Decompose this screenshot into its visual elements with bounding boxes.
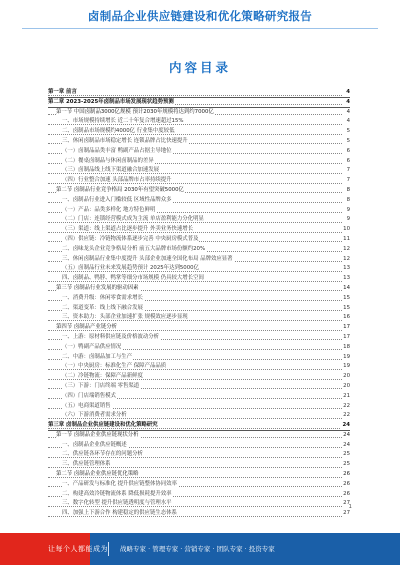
- toc-entry[interactable]: [48, 196, 350, 206]
- toc-entry-page: 6: [346, 147, 350, 157]
- toc-entry[interactable]: [48, 333, 350, 343]
- toc-entry-page: 5: [346, 127, 350, 137]
- toc-entry-text: （二）门店：连锁经营模式成为主流 单店盈利能力分化明显: [62, 216, 204, 223]
- toc-entry-text: 三、供应链管理体系: [62, 461, 111, 468]
- footer-banner: [0, 533, 400, 565]
- toc-entry-page: 10: [342, 225, 350, 235]
- toc-entry-page: 19: [342, 362, 350, 372]
- report-header: [0, 0, 400, 30]
- toc-entry[interactable]: [48, 499, 350, 509]
- toc-entry-text: （一）卤制品品类丰富 鸭副产品占据主导地位: [62, 147, 172, 154]
- toc-entry[interactable]: [48, 274, 350, 284]
- toc-entry[interactable]: [48, 470, 350, 480]
- toc-entry-text: （五）卤制品行业未来发展趋势预计 2025年达到5000亿: [62, 265, 199, 272]
- toc-entry-text: 第二章 2023-2025年卤制品市场发展现状趋势预测: [48, 98, 174, 105]
- toc-entry-page: 4: [345, 88, 350, 98]
- toc-entry-text: （三）卤制品线上线下渠道融合加速发展: [62, 167, 160, 174]
- toc-leader-dots: [48, 457, 342, 458]
- toc-entry-text: （三）渠道：线上渠道占比逐步提升 外卖业务快速增长: [62, 226, 194, 233]
- toc-entry-page: 27: [342, 499, 350, 509]
- toc-entry-text: 三、休闲卤制品市场稳定增长 连锁品牌占比快速提升: [62, 137, 188, 144]
- toc-entry[interactable]: [48, 509, 350, 519]
- table-of-contents: [48, 88, 350, 519]
- toc-leader-dots: [48, 95, 342, 96]
- toc-leader-dots: [48, 124, 342, 125]
- toc-entry-text: 二、中游：卤制品加工与生产: [62, 353, 133, 360]
- toc-entry[interactable]: [48, 137, 350, 147]
- toc-entry[interactable]: [48, 353, 350, 363]
- toc-entry-page: 17: [342, 323, 350, 333]
- footer-expert-list: 战略专家 · 管理专家 · 营销专家 · 团队专家 · 投资专家: [120, 545, 275, 553]
- toc-entry-page: 6: [346, 157, 350, 167]
- toc-entry-text: 第三节 卤制品行业发展的驱动因素: [56, 284, 139, 291]
- toc-entry-text: 三、数字化转型 提升供应链透明度与管理水平: [62, 500, 172, 507]
- report-title: 卤制品企业供应链建设和优化策略研究报告: [87, 9, 313, 23]
- toc-entry[interactable]: [48, 235, 350, 245]
- toc-entry-page: 26: [342, 480, 350, 490]
- toc-entry-text: 一、消费升级：休闲零食需求增长: [62, 294, 143, 301]
- toc-entry-text: 四、加强上下游合作 构建稳定的供应链生态体系: [62, 510, 177, 517]
- toc-entry-page: 16: [342, 313, 350, 323]
- toc-entry[interactable]: [48, 450, 350, 460]
- toc-entry-text: 二、供应链各环节存在的问题分析: [62, 451, 143, 458]
- toc-entry[interactable]: [48, 127, 350, 137]
- toc-entry-text: 一、上游：原材料供应链及价格波动分析: [62, 333, 160, 340]
- toc-entry-text: （五）电商渠道销售: [62, 402, 111, 409]
- toc-entry-text: 第一节 卤制品企业供应链现状分析: [56, 431, 139, 438]
- toc-entry-text: 一、卤制品行业进入门槛较低 区域性品牌众多: [62, 196, 172, 203]
- toc-entry-text: 第一节 中国卤制品3000亿规模 预计2030年规模将达到约7000亿: [56, 108, 214, 115]
- toc-entry[interactable]: [48, 421, 350, 431]
- toc-entry-page: 20: [342, 372, 350, 382]
- toc-entry-text: 三、资本助力：头部企业加速扩张 规模效应逐步显现: [62, 314, 188, 321]
- toc-entry-text: 三、休闲卤制品行业集中度提升 头部企业加速全国化布局 品牌效应显著: [62, 255, 233, 262]
- toc-entry-text: （六）下游消费者需求分析: [62, 412, 127, 419]
- toc-entry[interactable]: [48, 117, 350, 127]
- toc-entry[interactable]: [48, 480, 350, 490]
- toc-entry-text: （四）供应链：冷链物流体系逐步完善 中央厨房模式普及: [62, 235, 199, 242]
- toc-entry[interactable]: [48, 176, 350, 186]
- toc-entry-page: 18: [342, 343, 350, 353]
- toc-entry-page: 26: [342, 490, 350, 500]
- toc-entry-page: 13: [342, 274, 350, 284]
- toc-entry[interactable]: [48, 411, 350, 421]
- toc-entry[interactable]: [48, 323, 350, 333]
- toc-entry-page: 19: [342, 353, 350, 363]
- toc-entry[interactable]: [48, 362, 350, 372]
- toc-entry-page: 24: [342, 441, 350, 451]
- toc-entry-page: 13: [342, 264, 350, 274]
- toc-entry-text: 二、卤制品市场规模约4000亿 行业集中度较低: [62, 128, 175, 135]
- toc-entry-text: 二、构建高效冷链物流体系 降低损耗提升效率: [62, 490, 172, 497]
- toc-entry[interactable]: [48, 294, 350, 304]
- toc-entry-text: （一）中央厨房：标准化生产 保障产品品质: [62, 363, 167, 370]
- toc-entry-page: 14: [342, 284, 350, 294]
- toc-entry[interactable]: [48, 372, 350, 382]
- toc-entry[interactable]: [48, 382, 350, 392]
- footer-slogan: 让每个人都能成为: [48, 545, 108, 553]
- toc-entry-page: 20: [342, 382, 350, 392]
- toc-entry-page: 4: [346, 108, 350, 118]
- toc-entry-text: 第二节 卤制品企业供应链优化策略: [56, 471, 139, 478]
- toc-leader-dots: [48, 173, 342, 174]
- toc-entry[interactable]: [48, 88, 350, 98]
- toc-leader-dots: [48, 506, 342, 507]
- toc-entry-page: 5: [346, 137, 350, 147]
- toc-entry-page: 25: [342, 460, 350, 470]
- toc-entry[interactable]: [48, 304, 350, 314]
- toc-entry-page: 12: [342, 255, 350, 265]
- toc-entry[interactable]: [48, 186, 350, 196]
- toc-entry[interactable]: [48, 313, 350, 323]
- toc-entry-page: 9: [346, 206, 350, 216]
- toc-entry[interactable]: [48, 108, 350, 118]
- toc-entry-page: 21: [342, 392, 350, 402]
- toc-leader-dots: [48, 222, 342, 223]
- toc-entry[interactable]: [48, 402, 350, 412]
- toc-entry[interactable]: [48, 157, 350, 167]
- toc-entry-page: 24: [342, 431, 350, 441]
- toc-entry-page: 7: [346, 166, 350, 176]
- toc-entry-text: （四）门店端销售模式: [62, 392, 116, 399]
- toc-entry-page: 4: [346, 117, 350, 127]
- toc-entry-page: 11: [342, 235, 350, 245]
- footer-divider: [108, 542, 109, 556]
- toc-entry-text: 第二节 卤制品行业竞争格局 2030年有望突破5000亿: [56, 186, 184, 193]
- toc-entry-text: （四）行业整合加速 头部品牌市占率持续提升: [62, 177, 172, 184]
- toc-entry-page: 7: [346, 176, 350, 186]
- toc-entry-page: 8: [346, 186, 350, 196]
- toc-entry[interactable]: [48, 225, 350, 235]
- toc-entry[interactable]: [48, 255, 350, 265]
- toc-entry-page: 25: [342, 450, 350, 460]
- toc-entry-text: 一、产品研发与标准化 提升供应链整体协同效率: [62, 480, 177, 487]
- toc-entry[interactable]: [48, 98, 350, 108]
- toc-entry-text: 二、卤味龙头企业竞争格局分析 前五大品牌市场份额约20%: [62, 245, 206, 252]
- toc-entry-text: 二、渠道变革：线上线下融合发展: [62, 304, 143, 311]
- toc-entry[interactable]: [48, 431, 350, 441]
- toc-entry-page: 17: [342, 333, 350, 343]
- toc-entry-page: 4: [345, 98, 350, 108]
- toc-entry[interactable]: [48, 147, 350, 157]
- toc-entry-page: 27: [342, 509, 350, 519]
- toc-entry-page: 15: [342, 304, 350, 314]
- toc-entry[interactable]: [48, 166, 350, 176]
- toc-entry[interactable]: [48, 264, 350, 274]
- toc-entry-page: 26: [342, 470, 350, 480]
- toc-entry[interactable]: [48, 441, 350, 451]
- toc-entry-text: 四、卤制品、鸭脖、鸭掌等细分市场规模 仍具较大增长空间: [62, 275, 204, 282]
- toc-entry[interactable]: [48, 206, 350, 216]
- toc-entry-page: 24: [341, 421, 350, 431]
- toc-entry-page: 8: [346, 196, 350, 206]
- toc-entry[interactable]: [48, 284, 350, 294]
- toc-entry-page: 22: [342, 411, 350, 421]
- header-divider: [22, 28, 378, 29]
- toc-entry-page: 15: [342, 294, 350, 304]
- toc-entry[interactable]: [48, 245, 350, 255]
- toc-entry[interactable]: [48, 215, 350, 225]
- page-number: 1: [348, 504, 352, 510]
- toc-entry[interactable]: [48, 460, 350, 470]
- toc-entry-text: （三）下游：门店终端 零售渠道: [62, 382, 140, 389]
- toc-entry-page: 9: [346, 215, 350, 225]
- toc-entry[interactable]: [48, 490, 350, 500]
- toc-entry-text: （一）鸭副产品供应情况: [62, 343, 122, 350]
- toc-heading: 内容目录: [168, 60, 231, 75]
- toc-entry-text: 第四节 卤制品产业链分析: [56, 324, 118, 331]
- toc-entry[interactable]: [48, 343, 350, 353]
- toc-entry-page: 22: [342, 402, 350, 412]
- toc-entry-text: （一）产品：品类多样化 地方特色鲜明: [62, 206, 156, 213]
- toc-entry-text: （二）冷链物流：保障产品新鲜度: [62, 373, 143, 380]
- toc-entry-text: 第一章 前言: [48, 89, 77, 95]
- toc-entry-text: 一、市场规模持续增长 近二十年复合增速超过15%: [62, 118, 184, 125]
- toc-entry[interactable]: [48, 392, 350, 402]
- toc-entry-page: 12: [342, 245, 350, 255]
- toc-entry-text: 一、卤制品企业供应链概述: [62, 441, 127, 448]
- toc-entry-text: （二）餐桌卤制品与休闲卤制品的差异: [62, 157, 154, 164]
- toc-entry-text: 第三章 卤制品企业供应链建设和优化策略研究: [48, 422, 158, 429]
